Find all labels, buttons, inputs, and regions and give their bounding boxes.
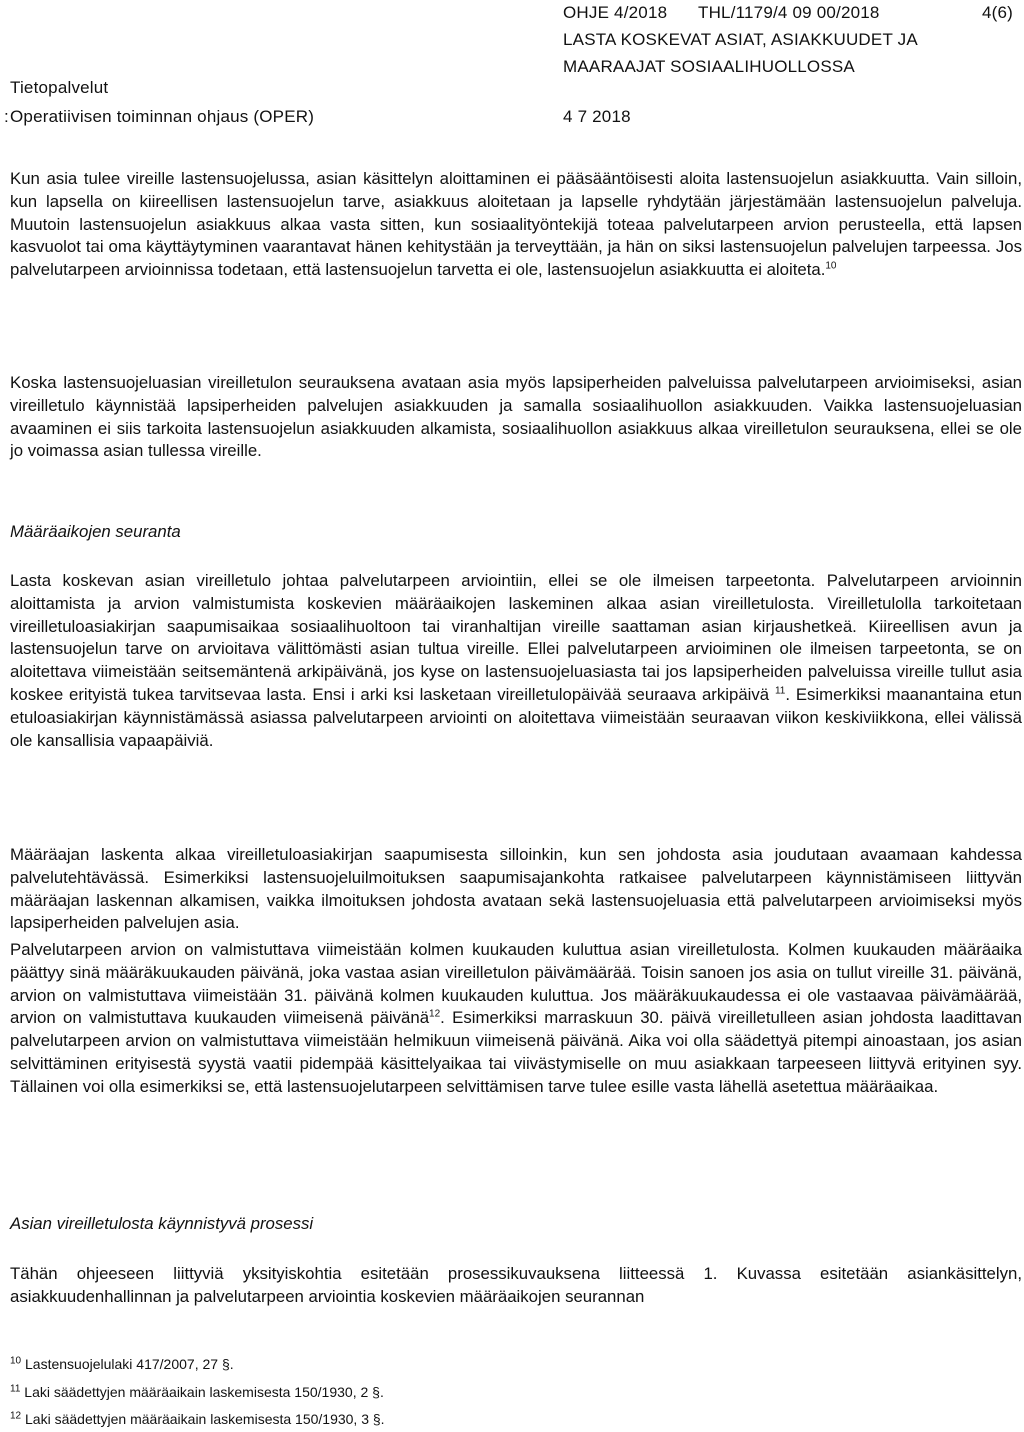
paragraph-1 [10,168,1022,282]
document-date: 4 7 2018 [563,107,631,126]
footnote-ref-11: 11 [774,685,786,697]
footnote-number: 12 [10,1410,22,1422]
paragraph-5 [10,939,1022,1099]
paragraph-3-text-a: Lasta koskevan asian vireilletulo johtaa palvelutarpeen arviointiin, ellei se ole ilmeisen tarpeetonta. Palvelutarpeen arvioinnin aloittamista ja arvion valmistumista koskevien määräaikojen laskeminen alkaa asian vireilletulosta. Vireilletulolla tarkoitetaan vireilletuloasiakirjan saapumisaikaa sosiaalihuoltoon tai viranhaltijan vireille saattaman asian kirjaushetkeä. Kiireellisen avun ja lastensuojelun tarve on arvioitava välittömästi asian tultua vireille. Ellei palvelutarpeen arvioiminen ole ilmeisen tarpeetonta, se on aloitettava viimeistään seitsemäntenä arkipäivänä, jos kyse on lastensuojeluasiasta tai jos lapsiperheiden palveluissa vireille tullut asia koskee erityistä tukea tarvitsevaa lasta. Ensi i arki ksi lasketaan vireilletulopäivää seuraava arkipäivä [10,571,1022,704]
department-name: Operatiivisen toiminnan ohjaus (OPER) [10,107,315,126]
footnote-10 [10,1355,234,1373]
footnote-number: 11 [10,1383,21,1395]
footnote-ref-10: 10 [825,260,837,272]
footnote-text: Lastensuojelulaki 417/2007, 27 §. [25,1356,234,1372]
section-heading-deadlines: Määräaikojen seuranta [10,522,181,541]
paragraph-4: Määräajan laskenta alkaa vireilletuloasiakirjan saapumisesta silloinkin, kun sen johdosta asia joudutaan avaamaan kahdessa palvelutehtävässä. Esimerkiksi lastensuojeluilmoituksen saapumisajankohta ratkaisee palvelutarpeen käynnistämiseen liittyvän määräajan laskennan alkamisen, vaikka ilmoituksen johdosta avataan sekä lastensuojeluasia että palvelutarpeen arvioimiseksi myös lapsiperheiden palvelujen asia. [10,845,1022,933]
paragraph-3-text-b: . Esimerkiksi maanantaina etun etuloasiakirjan käynnistämässä asiassa palvelutarpeen arviointi on aloitettava viimeistään seuraavan viikon keskiviikkona, ellei välissä ole kansallisia vapaapäiviä. [10,684,1022,750]
footnote-text: Laki säädettyjen määräaikain laskemisesta 150/1930, 3 §. [25,1411,385,1427]
department-marker: : [4,107,9,126]
section-heading-process: Asian vireilletulosta käynnistyvä prosessi [10,1214,314,1233]
footnote-text: Laki säädettyjen määräaikain laskemisesta 150/1930, 2 §. [24,1384,384,1400]
paragraph-2: Koska lastensuojeluasian vireilletulon seurauksena avataan asia myös lapsiperheiden palveluissa palvelutarpeen arvioimiseksi, asian vireilletulo käynnistää lapsiperheiden palvelujen asiakkuuden ja samalla sosiaalihuollon asiakkuuden. Vaikka lastensuojeluasian avaaminen ei siis tarkoita lastensuojelun asiakkuuden alkamista, sosiaalihuollon asiakkuus alkaa vireilletulon seurauksena, ellei se ole jo voimassa asian tullessa vireille. [10,373,1022,461]
paragraph-5-text-b: . Esimerkiksi marraskuun 30. päivä vireilletulleen asian johdosta laadittavan palvelutarpeen arvion on valmistuttava viimeistään helmikuun viimeisenä päivänä. Aika voi olla säädettyä pitempi ainoastaan, jos asian selvittäminen erityisestä syystä vaatii pidempää käsittelyaikaa tai viivästymiselle on muu asiakkaan tarpeeseen liittyvä erityinen syy. Tällainen voi olla esimerkiksi se, että lastensuojelutarpeen selvittämisen tarve tulee esille vasta lähellä asetettua määräaikaa. [10,1008,1022,1096]
reference-code: THL/1179/4 09 00/2018 [698,3,880,22]
organization-unit: Tietopalvelut [10,78,109,97]
document-title-line-1: LASTA KOSKEVAT ASIAT, ASIAKKUUDET JA [563,30,918,49]
paragraph-5-text-a: Palvelutarpeen arvion on valmistuttava viimeistään kolmen kuukauden kuluttua asian vireilletulosta. Kolmen kuukauden määräaika päättyy sinä määräkuukauden päivänä, joka vastaa asian vireilletulon päivämäärää. Toisin sanoen jos asia on tullut vireille 31. päivänä, arvion on valmistuttava viimeistään 31. päivänä kolmen kuukauden kuluttua. Jos määräkuukaudessa ei ole vastaavaa päivämäärää, arvion on valmistuttava kuukauden viimeisenä päivänä [10,940,1022,1028]
paragraph-3 [10,570,1022,752]
page-number: 4(6) [982,3,1014,22]
document-title-line-2: MAARAAJAT SOSIAALIHUOLLOSSA [563,57,855,76]
paragraph-6: Tähän ohjeeseen liittyviä yksityiskohtia esitetään prosessikuvauksena liitteessä 1. Kuvassa esitetään asiankäsittelyn, asiakkuudenhallinnan ja palvelutarpeen arviointia koskevien määräaikojen seurannan [10,1264,1022,1306]
document-code: OHJE 4/2018 [563,3,668,22]
footnote-12 [10,1410,385,1428]
paragraph-1-text: Kun asia tulee vireille lastensuojelussa, asian käsittelyn aloittaminen ei pääsääntöisesti aloita lastensuojelun asiakkuutta. Vain silloin, kun lapsella on kiireellisen lastensuojelun tarve, asiakkuus aloitetaan ja lapselle ryhdytään järjestämään lastensuojelun palveluja. Muutoin lastensuojelun asiakkuus alkaa vasta sitten, kun sosiaalityöntekijä toteaa palvelutarpeen arvion perusteella, että lapsen kasvuolot tai oma käyttäytyminen vaarantavat hänen kehitystään ja terveyttään, ja hän on siksi lastensuojelun palvelujen tarpeessa. Jos palvelutarpeen arvioinnissa todetaan, että lastensuojelun tarvetta ei ole, lastensuojelun asiakkuutta ei aloiteta. [10,169,1022,280]
footnote-ref-12: 12 [429,1008,441,1020]
footnote-11 [10,1383,384,1401]
footnote-number: 10 [10,1355,22,1367]
